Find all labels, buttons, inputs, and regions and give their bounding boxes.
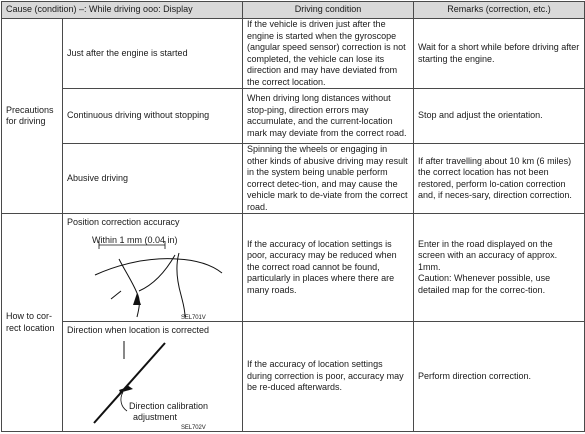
position-correction-figure: [67, 229, 238, 321]
cause-cell-figure: [63, 322, 243, 432]
figure-caption-line1: Direction calibration: [129, 400, 209, 411]
condition-cell: If the accuracy of location settings is poor, accuracy may be reduced when the correct road cannot be found, particularly in places where there are many roads.: [243, 214, 414, 322]
remarks-cell: Stop and adjust the orientation.: [414, 89, 585, 144]
remarks-cell: Perform direction correction.: [414, 322, 585, 432]
table-row: [2, 214, 585, 322]
header-cause: Cause (condition) –: While driving ooo: Display: [2, 2, 243, 19]
cause-label: Position correction accuracy: [67, 217, 180, 228]
table-row: [2, 89, 585, 144]
cause-cell: Abusive driving: [63, 144, 243, 214]
remarks-cell: If after travelling about 10 km (6 miles) the correct location has not been restored, perform lo-cation correction and, if neces-sary, direction correction.: [414, 144, 585, 214]
figure-caption-line2: adjustment: [133, 411, 178, 422]
remarks-cell: Wait for a short while before driving after starting the engine.: [414, 19, 585, 89]
table-row: [2, 19, 585, 89]
section-label-correct-location: How to cor-rect location: [2, 214, 63, 432]
cause-cell-figure: [63, 214, 243, 322]
direction-correction-figure: [67, 337, 238, 431]
condition-cell: When driving long distances without stop-ping, direction errors may accumulate, and the current-location mark may deviate from the correct road.: [243, 89, 414, 144]
cause-cell: Continuous driving without stopping: [63, 89, 243, 144]
figure-code: SEL701V: [181, 314, 206, 321]
road-map-diagram: [67, 229, 239, 321]
condition-cell: If the vehicle is driven just after the engine is started when the gyroscope (angular speed sensor) correction is not completed, the vehicle can lose its direction and may have deviated from the correct location.: [243, 19, 414, 89]
figure-caption: Within 1 mm (0.04 in): [92, 234, 178, 245]
figure-code: SEL702V: [181, 424, 206, 431]
header-driving-condition: Driving condition: [243, 2, 414, 19]
condition-cell: If the accuracy of location settings during correction is poor, accuracy may be re-duced afterwards.: [243, 322, 414, 432]
table-header-row: [2, 2, 585, 19]
table-row: [2, 322, 585, 432]
remarks-cell: Enter in the road displayed on the screen with an accuracy of approx. 1mm. Caution: Whenever possible, use detailed map for the correc-tion.: [414, 214, 585, 322]
cause-label: Direction when location is corrected: [67, 325, 210, 336]
header-remarks: Remarks (correction, etc.): [414, 2, 585, 19]
cause-condition-table: [1, 1, 585, 432]
cause-cell: Just after the engine is started: [63, 19, 243, 89]
section-label-precautions: Precautions for driving: [2, 19, 63, 214]
condition-cell: Spinning the wheels or engaging in other kinds of abusive driving may result in the system being unable perform correct detec-tion, and may cause the vehicle mark to de-viate from the correct road.: [243, 144, 414, 214]
table-row: [2, 144, 585, 214]
